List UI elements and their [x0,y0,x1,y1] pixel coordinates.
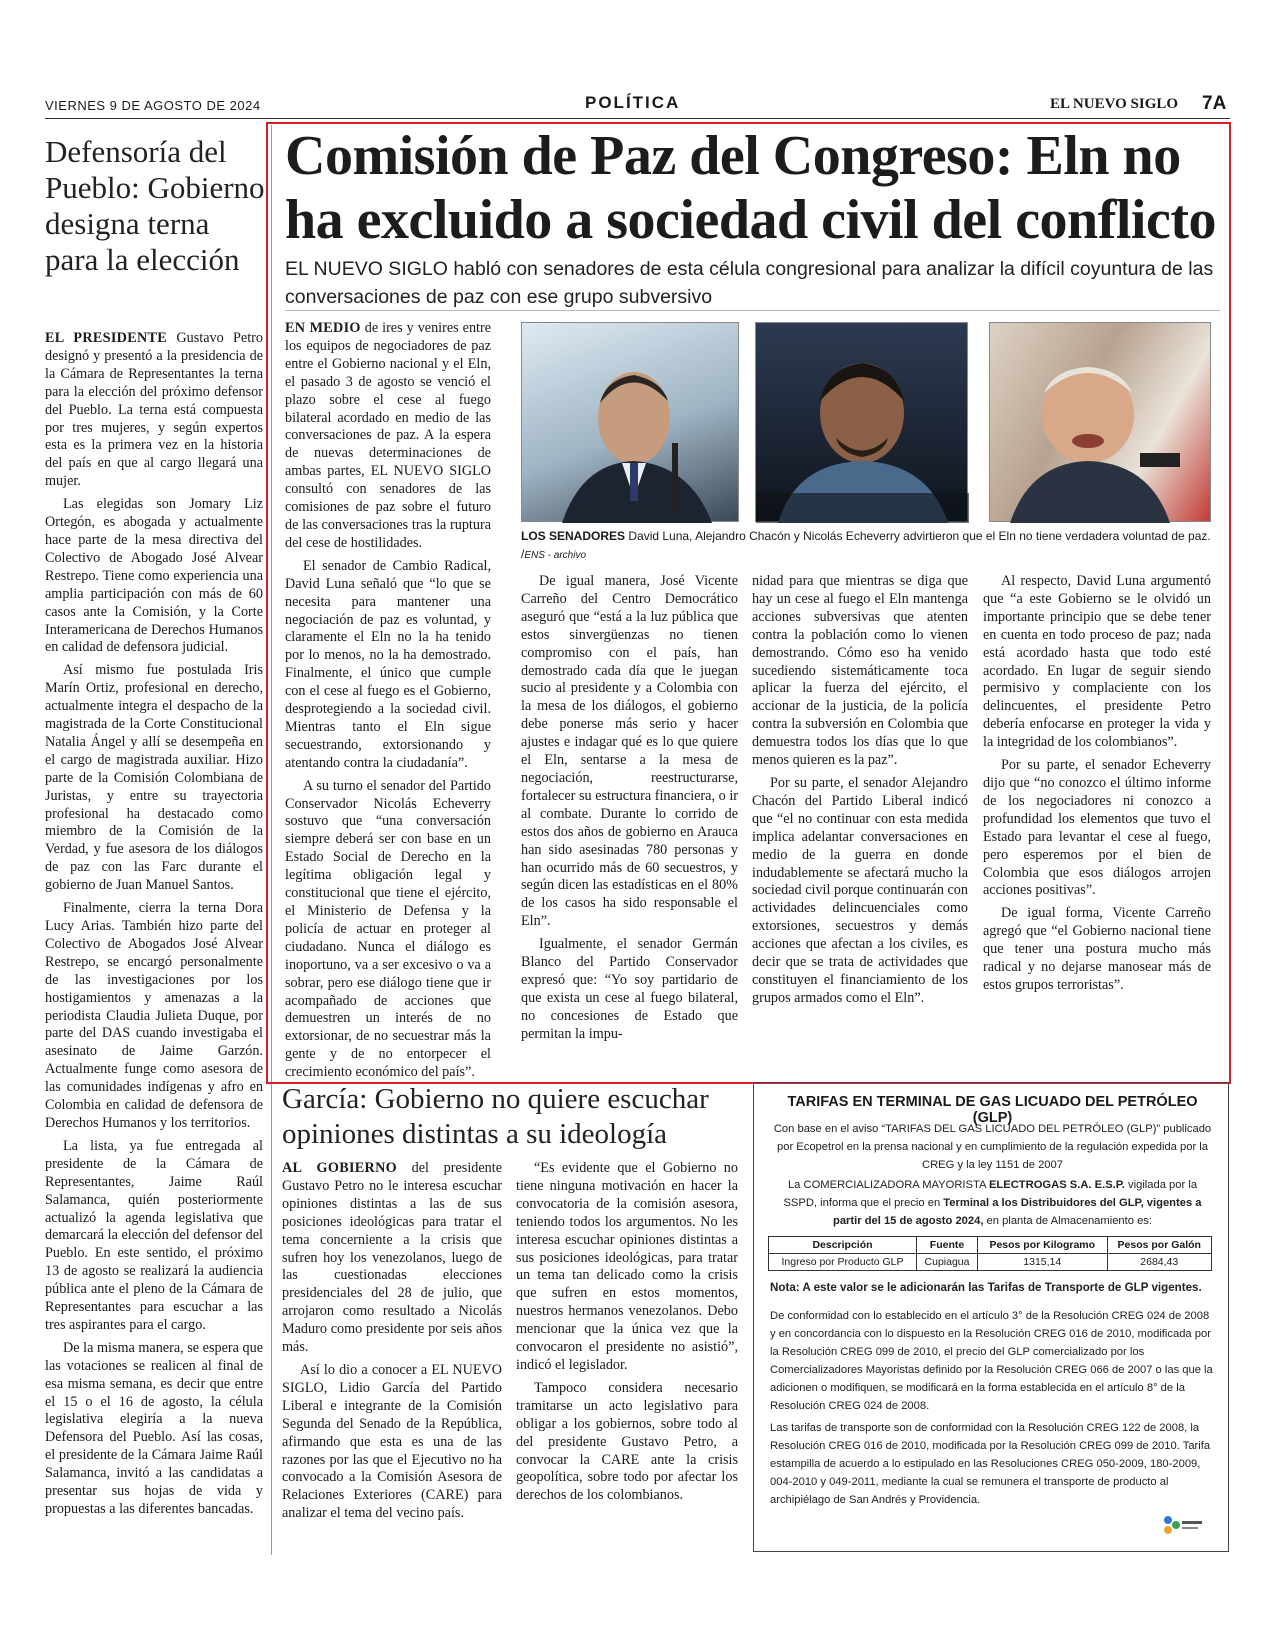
senator-photo-alejandro-chacon [755,322,968,522]
left-article-paragraph: Las elegidas son Jomary Liz Ortegón, es abogada y actualmente hace parte de la mesa directiva del Colectivo de Abogado José Alvear Restrepo. Tiene como experiencia una amplia participación con más de 60 casos ante la Comisión, y la Corte Interamericana de Derechos Humanos en calidad de defensora judicial. [45,496,263,656]
table-header: Fuente [917,1237,978,1254]
portrait-illustration [756,323,969,523]
caption-credit: ENS - archivo [524,550,587,561]
bottom-article-paragraph: “Es evidente que el Gobierno no tiene ninguna motivación en hacer la convocatoria de la comisión asesora, teniendo todos los argumentos. No les interesa escuchar opiniones distintas a sus posiciones ideológicas, para tratar un tema tan delicado como la crisis que sufren en estos momentos, nuestros hermanos venezolanos. Debo mencionar que la única vez que la convocaron el presidente no asistió”, indicó el legislador. [516,1160,738,1373]
left-article-paragraph: Finalmente, cierra la terna Dora Lucy Arias. También hizo parte del Colectivo de Abogados José Alvear Restrepo, se encargó personalmente de las investigaciones por los hostigamientos y amenazas a la periodista Claudia Julieta Duque, por parte del DAS cuando investigaba el asesinato de Jaime Garzón. Actualmente funge como asesora de las comunidades indígenas y afro en Colombia en calidad de defensora de Derechos Humanos y los territorios. [45,900,263,1131]
feature-column-2 [521,573,738,1063]
feature-paragraph: Por su parte, el senador Echeverry dijo que “no conozco el último informe de los negociadores ni conozco a profundidad los elementos que tuvo el Estado para levantar el cese al fuego, pero esperemos por el bien de Colombia que esos diálogos arrojen acciones positivas”. [983,757,1211,899]
table-cell: Ingreso por Producto GLP [769,1254,917,1271]
bottom-article-column-2 [516,1160,738,1560]
feature-column-3 [752,573,968,1063]
senator-photo-david-luna [521,322,739,522]
notice-intro: Con base en el aviso “TARIFAS DEL GAS LICUADO DEL PETRÓLEO (GLP)” publicado por Ecopetrol en la prensa nacional y en cumplimiento de la regulación expedida por la CREG y la ley 1151 de 2007 [773,1123,1212,1171]
table-header: Descripción [769,1237,917,1254]
table-header: Pesos por Galón [1107,1237,1211,1254]
feature-paragraph: EN MEDIO de ires y venires entre los equipos de negociadores de paz entre el Gobierno nacional y el Eln, el pasado 3 de agosto se venció el plazo sobre el cese al fuego bilateral acordado en medio de las conversaciones de paz. A la espera de nuevas determinaciones de ambas partes, EL NUEVO SIGLO consultó con senadores de las comisiones de paz sobre el futuro de las conversaciones tras la ruptura del cese de hostilidades. [285,320,492,551]
table-cell: Cupiagua [917,1254,978,1271]
left-article-body [45,330,263,1560]
notice-title: TARIFAS EN TERMINAL DE GAS LICUADO DEL PETRÓLEO (GLP) [787,1094,1198,1126]
company-name: ELECTROGAS S.A. E.S.P. [988,1179,1125,1191]
bottom-article-kicker: AL GOBIERNO [282,1160,397,1176]
tariff-table [768,1236,1212,1271]
caption-label: LOS SENADORES [521,529,626,543]
notice-paragraph: Las tarifas de transporte son de conformidad con la Resolución CREG 122 de 2008, la Resolución CREG 016 de 2010, modificada por la Resolución CREG 099 de 2010. Tarifa estampilla de acuerdo a lo estipulado en las Resoluciones CREG 050-2009, 180-2009, 004-2010 y 049-2011, mediante la cual se remunera el transporte de producto al archipiélago de San Andrés y Providencia. [770,1422,1211,1506]
page-number: 7A [1202,93,1227,114]
left-article-paragraph: De la misma manera, se espera que las votaciones se realicen al final de esa misma semana, es decir que entre el 15 o el 16 de agosto, la célula legislativa elegiría a la nueva Defensora del Pueblo. Así las cosas, el presidente de la Cámara Jaime Raúl Salamanca, invitó a las candidatas a presentar sus hojas de vida y propuestas a las diferentes bancadas. [45,1339,263,1517]
notice-note: Nota: A este valor se le adicionarán las Tarifas de Transporte de GLP vigentes. [770,1281,1202,1294]
feature-column-1 [285,320,492,1081]
feature-paragraph: A su turno el senador del Partido Conservador Nicolás Echeverry sostuvo que “una conversación siempre deberá ser con base en un Estado Social de Derecho en la legítima obligación legal y constitucional que tiene el ejército, el Ministerio de Defensa y la policía de actuar en proteger al ciudadano. Nunca el diálogo es inoportuno, va a ser excesivo o va a sobrar, pero ese diálogo tiene que ir acompañado de acciones que demuestren un interés de no extorsionar, de no secuestrar más la gente y de no entorpecer el crecimiento económico del país”. [285,777,491,1081]
feature-paragraph: De igual forma, Vicente Carreño agregó que “el Gobierno nacional tiene que tener una postura mucho más radical y no dejarse manosear más de estos grupos terroristas”. [983,905,1211,993]
feature-kicker: EN MEDIO [285,320,361,336]
header-rule [45,118,1230,119]
feature-paragraph: Igualmente, el senador Germán Blanco del Partido Conservador expresó que: “Yo soy partidario de que exista un cese al fuego bilateral, no concesiones de Estado que permitan la impu- [521,936,738,1042]
photo-caption [521,527,1211,565]
bottom-article-column-1 [282,1160,502,1560]
regulator-logo-icon [1160,1512,1206,1540]
left-article-paragraph: Así mismo fue postulada Iris Marín Ortiz, profesional en derecho, actualmente integra el despacho de la magistrada de la Corte Constitucional Natalia Ángel y allí se desempeña en el cargo de magistrada auxiliar. Hizo parte de la Comisión Colombiana de Juristas, y entre su trayectoria profesional ha destacado como miembro de la Comisión de la Verdad, y fue asesora de los diálogos de paz con las Farc durante el gobierno de Juan Manuel Santos. [45,662,263,894]
feature-paragraph: nidad para que mientras se diga que hay un cese al fuego el Eln mantenga acciones subversivas que atenten contra la población como lo vienen demostrando. Cómo eso ha venido sucediendo sistemáticamente toca aplicar la fuerza del ejército, el accionar de la justicia, de la policía contra la subversión en Colombia que demuestra todos los días que lo que menos quieren es la paz”. [752,573,968,769]
notice-paragraph: De conformidad con lo establecido en el artículo 3° de la Resolución CREG 024 de 2008 y en concordancia con lo dispuesto en la Resolución CREG 016 de 2010, modificada por la Resolución CREG 099 de 2010, el precio del GLP comercializado por los Comercializadores Mayoristas definido por la Resolución CREG 066 de 2007 o las que la adicionen o modifiquen, se modificará en la forma establecida en el artículo 8° de la Resolución CREG 024 de 2008. [770,1310,1213,1412]
bottom-article-paragraph: AL GOBIERNO del presidente Gustavo Petro no le interesa escuchar opiniones distintas a las de sus posiciones ideológicas para tratar el tema concerniente a la crisis que sufren hoy los venezolanos, luego de las cuestionadas elecciones presidenciales del 28 de julio, que arrojaron como resultado a Nicolás Maduro como presidente por seis años más. [282,1160,502,1356]
bottom-article-headline: García: Gobierno no quiere escuchar opiniones distintas a su ideología [282,1083,709,1150]
feature-paragraph: Al respecto, David Luna argumentó que “a este Gobierno se le olvidó un importante principio que se debe tener en cuenta en todo proceso de paz; nada está acordado hasta que todo esté acordado. En lugar de seguir siendo permisivo y complaciente con los delincuentes, el presidente Petro debería enfocarse en proteger la vida y la integridad de los colombianos”. [983,573,1211,751]
table-header: Pesos por Kilogramo [978,1237,1108,1254]
table-row [769,1254,1212,1271]
table-cell: 1315,14 [978,1254,1108,1271]
table-cell: 2684,43 [1107,1254,1211,1271]
feature-paragraph: Por su parte, el senador Alejandro Chacón del Partido Liberal indicó que “el no continuar con esta medida implica adelantar conversaciones en medio de la guerra en donde indudablemente se afectará mucho la sociedad civil porque continuarán con actividades delincuenciales como extorsiones, secuestros y demás acciones que afectan a los civiles, es decir que se trata de actividades que constituyen el financiamiento de los grupos armados como el Eln”. [752,774,968,1006]
portrait-illustration [522,323,740,523]
newspaper-brand: EL NUEVO SIGLO [1050,96,1179,112]
left-article-title: Defensoría del Pueblo: Gobierno designa terna para la elección [45,134,265,277]
section-name: POLÍTICA [585,93,681,112]
feature-paragraph: El senador de Cambio Radical, David Luna señaló que “lo que se necesita para mantener una negociación de paz es voluntad, y claramente el Eln no la ha tenido por lo menos, no la ha demostrado. Finalmente, el único que cumple con el cese al fuego es el Gobierno, desprotegiendo a la sociedad civil. Mientras tanto el Eln sigue secuestrando, extorsionando y atentando contra la ciudadanía”. [285,557,491,771]
feature-paragraph: De igual manera, José Vicente Carreño del Centro Democrático aseguró que “está a la luz pública que estos sinvergüenzas no tienen compromiso con el país, han demostrado cada día que le juegan sucio al presidente y a Colombia con la mesa de los diálogos, el gobierno debe ponerse más serio y hacer ajustes e indagar qué es lo que quiere el Eln, sentarse a la mesa de negociación, reestructurarse, fortalecer su estructura financiera, o ir al combate. Durante lo corrido de estos dos años de gobierno en Arauca han sido asesinadas 780 personas y han ocurrido más de 60 secuestros, y según dicen las estadísticas en el 80% de los casos ha sido responsable el Eln”. [521,573,738,930]
feature-column-4 [983,573,1211,1063]
caption-text: David Luna, Alejandro Chacón y Nicolás Echeverry advirtieron que el Eln no tiene verdadera voluntad de paz. / [521,529,1211,561]
bottom-article-paragraph: Así lo dio a conocer a EL NUEVO SIGLO, Lidio García del Partido Liberal e integrante de la Comisión Segunda del Senado de la República, afirmando que esta es una de las razones por las que el Ejecutivo no ha convocado a la Comisión Asesora de Relaciones Exteriores (CARE) para analizar el tema del vecino país. [282,1361,502,1522]
table-header-row [769,1237,1212,1254]
main-deck: EL NUEVO SIGLO habló con senadores de esta célula congresional para analizar la difícil coyuntura de las conversaciones de paz con ese grupo subversivo [285,258,1214,308]
notice-company-statement: La COMERCIALIZADORA MAYORISTA ELECTROGAS S.A. E.S.P. vigilada por la SSPD, informa que el precio en Terminal a los Distribuidores del GLP, vigentes a partir del 15 de agosto 2024, en planta de Almacenamiento es: [783,1179,1202,1227]
left-article-kicker: EL PRESIDENTE [45,330,168,346]
deck-rule [285,310,1220,311]
issue-date: VIERNES 9 DE AGOSTO DE 2024 [45,98,261,113]
left-article-paragraph: EL PRESIDENTE Gustavo Petro designó y presentó a la presidencia de la Cámara de Representantes la terna para la elección del próximo defensor del Pueblo. La terna está compuesta por tres mujeres, y según expertos esta es la primera vez en la historia del país en que al cargo llegará una mujer. [45,330,263,490]
bottom-article-paragraph: Tampoco considera necesario tramitarse un acto legislativo para obligar a los gobiernos, sobre todo al del presidente Gustavo Petro, a convocar la CARE ante la crisis geopolítica, sobre todo por afectar los derechos de los colombianos. [516,1379,738,1504]
main-headline: Comisión de Paz del Congreso: Eln no ha excluido a sociedad civil del conflicto [285,125,1216,251]
portrait-illustration [990,323,1212,523]
senator-photo-nicolas-echeverry [989,322,1211,522]
left-article-paragraph: La lista, ya fue entregada al presidente de la Cámara de Representantes, Jaime Raúl Salamanca, quién posteriormente actualizó la agenda legislativa que demarcará la elección del defensor del Pueblo. En este sentido, el próximo 13 de agosto se realizará la audiencia pública ante el pleno de la Cámara de Representantes para escuchar a las tres aspirantes para el cargo. [45,1137,263,1333]
